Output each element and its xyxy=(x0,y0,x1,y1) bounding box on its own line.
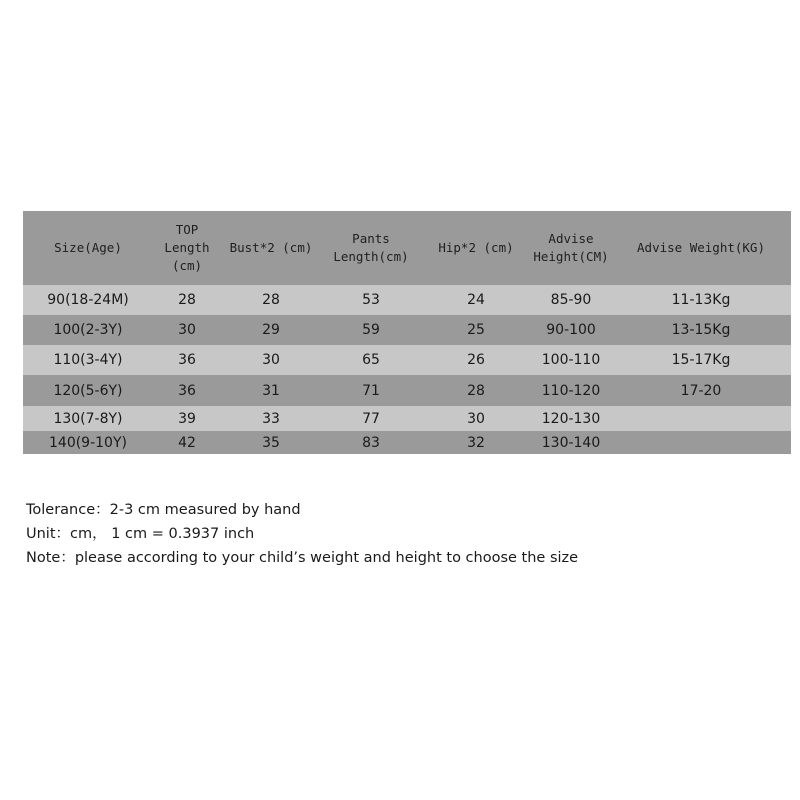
cell-bust: 35 xyxy=(262,434,280,451)
cell-hip: 26 xyxy=(467,352,485,368)
cell-bust: 33 xyxy=(262,410,280,427)
size-chart-table xyxy=(23,211,791,454)
table-row xyxy=(23,315,791,345)
tolerance-note: Tolerance：2-3 cm measured by hand xyxy=(26,502,301,518)
header-size-age: Size(Age) xyxy=(54,240,122,255)
table-row xyxy=(23,375,791,406)
cell-hip: 25 xyxy=(467,322,485,338)
unit-note: Unit：cm， 1 cm = 0.3937 inch xyxy=(26,526,255,542)
cell-bust: 29 xyxy=(262,322,280,338)
cell-pants-length: 59 xyxy=(362,322,380,338)
cell-size: 130(7-8Y) xyxy=(53,410,123,427)
cell-top-length: 36 xyxy=(178,352,196,368)
cell-advise-weight xyxy=(611,406,791,431)
cell-advise-height: 110-120 xyxy=(541,382,601,399)
cell-advise-weight xyxy=(611,431,791,454)
cell-size: 120(5-6Y) xyxy=(53,382,123,399)
table-row xyxy=(23,406,791,431)
cell-hip: 24 xyxy=(467,292,485,308)
cell-hip: 28 xyxy=(467,382,485,399)
cell-advise-weight: 15-17Kg xyxy=(671,352,731,368)
size-notes xyxy=(26,498,578,570)
cell-advise-height: 130-140 xyxy=(541,434,601,451)
cell-top-length: 36 xyxy=(178,382,196,399)
table-header-row xyxy=(23,211,791,285)
cell-top-length: 28 xyxy=(178,292,196,308)
cell-hip: 32 xyxy=(467,434,485,451)
cell-advise-height: 100-110 xyxy=(541,352,601,368)
cell-top-length: 39 xyxy=(178,410,196,427)
cell-advise-height: 90-100 xyxy=(546,322,596,338)
cell-size: 100(2-3Y) xyxy=(53,322,123,338)
cell-top-length: 42 xyxy=(178,434,196,451)
cell-bust: 30 xyxy=(262,352,280,368)
header-bust: Bust*2 (cm) xyxy=(229,240,313,255)
cell-advise-weight: 17-20 xyxy=(680,382,722,399)
cell-pants-length: 77 xyxy=(362,410,380,427)
cell-size: 110(3-4Y) xyxy=(53,352,123,368)
cell-advise-height: 85-90 xyxy=(550,292,592,308)
table-row xyxy=(23,431,791,454)
header-advise-weight: Advise Weight(KG) xyxy=(637,240,765,255)
cell-size: 140(9-10Y) xyxy=(49,434,127,451)
cell-pants-length: 83 xyxy=(362,434,380,451)
cell-hip: 30 xyxy=(467,410,485,427)
table-row xyxy=(23,285,791,315)
cell-pants-length: 65 xyxy=(362,352,380,368)
cell-pants-length: 71 xyxy=(362,382,380,399)
cell-bust: 28 xyxy=(262,292,280,308)
cell-pants-length: 53 xyxy=(362,292,380,308)
cell-advise-weight: 13-15Kg xyxy=(671,322,731,338)
cell-top-length: 30 xyxy=(178,322,196,338)
header-hip: Hip*2 (cm) xyxy=(438,240,514,255)
choose-size-note: Note：please according to your child’s weight and height to choose the size xyxy=(26,550,579,566)
table-row xyxy=(23,345,791,375)
cell-advise-height: 120-130 xyxy=(541,410,601,427)
header-advise-height: Advise Height(CM) xyxy=(533,231,609,264)
header-top-length: TOP Length (cm) xyxy=(164,222,210,273)
header-pants-length: Pants Length(cm) xyxy=(333,231,409,264)
cell-advise-weight: 11-13Kg xyxy=(671,292,731,308)
cell-size: 90(18-24M) xyxy=(47,292,129,308)
cell-bust: 31 xyxy=(262,382,280,399)
